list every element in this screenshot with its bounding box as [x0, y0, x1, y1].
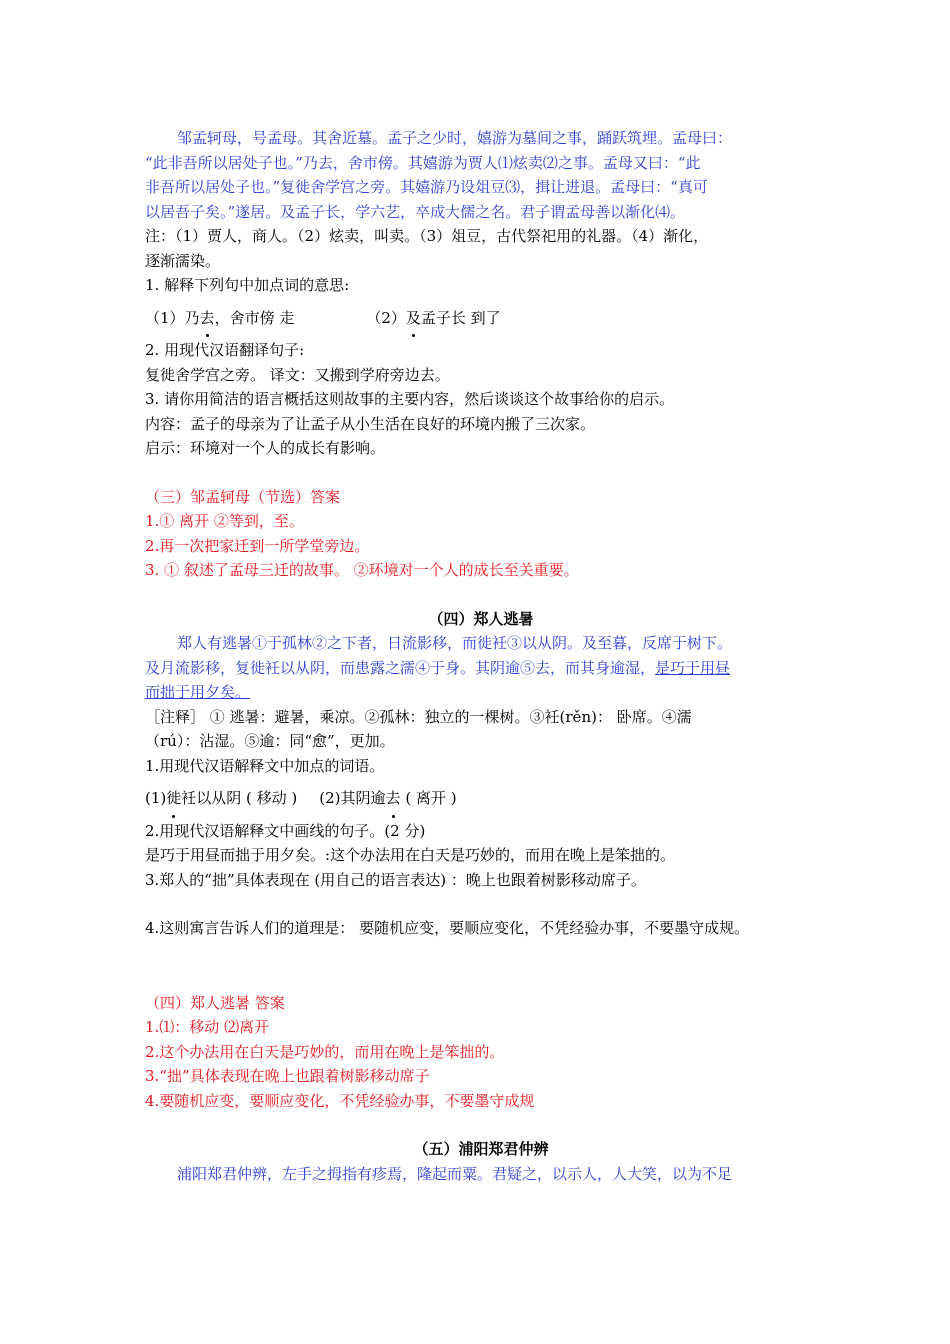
question-2-title: 2. 用现代汉语翻译句子:: [145, 341, 305, 359]
question-item-text: （2）: [366, 308, 406, 327]
dotted-word: 及: [406, 306, 421, 331]
annotation-line: 逐渐濡染。: [145, 251, 221, 270]
question-1-items: [145, 306, 817, 331]
question-2-title: 2.用现代汉语解释文中画线的句子。(2 分): [145, 821, 426, 840]
answer-title: （四）郑人逃暑 答案: [145, 993, 285, 1012]
passage-line: [145, 656, 817, 681]
question-item-text: ( 离开 ): [400, 789, 457, 807]
answer-line: 3. ① 叙述了孟母三迁的故事。 ②环境对一个人的成长至关重要。: [145, 561, 579, 579]
question-item-text: (1): [145, 789, 167, 807]
passage-line: 邹孟轲母，号孟母。其舍近墓。孟子之少时，嬉游为墓间之事，踊跃筑埋。孟母曰：: [177, 129, 733, 147]
passage-zou-meng-ke-mu: [145, 126, 817, 224]
question-1-title: 1. 解释下列句中加点词的意思:: [145, 276, 350, 294]
section-title: （五）浦阳郑君仲辨: [413, 1140, 549, 1158]
passage-line: 郑人有逃暑①于孤林②之下者，日流影移，而徙衽③以从阴。及至暮，反席于树下。: [177, 634, 733, 652]
annotation-line: （rú）：沾湿。⑤逾：同“愈”，更加。: [145, 732, 395, 750]
question-item-text: 衽以从阴 ( 移动 ): [181, 789, 298, 807]
underlined-sentence: 而拙于用夕矣。: [145, 683, 251, 701]
question-item-text: 孟子长 到了: [420, 308, 501, 327]
underlined-sentence: 是巧于用昼: [655, 658, 731, 677]
question-item-text: （1）乃: [145, 308, 200, 327]
passage-line: “此非吾所以居处子也。”乃去，舍市傍。其嬉游为贾人⑴炫卖⑵之事。孟母又曰：“此: [145, 153, 701, 172]
document-content: [145, 126, 817, 1186]
answer-line: 1.⑴：移动 ⑵离开: [145, 1018, 270, 1036]
question-4: 4.这则寓言告诉人们的道理是： 要随机应变，要顺应变化，不凭经验办事，不要墨守成规。: [145, 919, 750, 937]
answer-block-4: [145, 991, 817, 1114]
annotation-line: ［注释］ ① 逃暑：避暑，乘凉。②孤林：独立的一棵树。③衽(rěn)： 卧席。④濡: [145, 707, 692, 726]
answer-line: 1.① 离开 ②等到，至。: [145, 512, 304, 530]
passage-line: 浦阳郑君仲辨，左手之拇指有疹焉，隆起而粟。君疑之，以示人，人大笑，以为不足: [177, 1164, 733, 1183]
answer-line: 4.要随机应变，要顺应变化，不凭经验办事，不要墨守成规: [145, 1091, 535, 1110]
answer-title: （三）邹孟轲母（节选）答案: [145, 487, 341, 506]
section-title: （四）郑人逃暑: [428, 609, 534, 628]
question-3: 3.郑人的“拙”具体表现在 (用自己的语言表达) ：晚上也跟着树影移动席子。: [145, 870, 646, 889]
annotation-line: 注：（1）贾人，商人。（2）炫卖，叫卖。（3）俎豆，古代祭祀用的礼器。（4）渐化，: [145, 227, 709, 245]
question-1-items: [145, 786, 817, 811]
answer-block-3: [145, 485, 817, 583]
passage-line: [145, 680, 817, 705]
answer-line: 2.这个办法用在白天是巧妙的，而用在晚上是笨拙的。: [145, 1042, 505, 1061]
dotted-word: 去: [386, 786, 401, 811]
dotted-word: 徙: [166, 786, 181, 811]
question-3-title: 3. 请你用简洁的语言概括这则故事的主要内容，然后谈谈这个故事给你的启示。: [145, 390, 675, 408]
answer-line: 3.“拙”具体表现在晚上也跟着树影移动席子: [145, 1067, 430, 1085]
question-3-insight: 启示：环境对一个人的成长有影响。: [145, 439, 386, 457]
answer-line: 2.再一次把家迁到一所学堂旁边。: [145, 536, 370, 555]
dotted-word: 去: [200, 306, 215, 331]
passage-line: 以居吾子矣。”遂居。及孟子长，学六艺，卒成大儒之名。君子谓孟母善以渐化⑷。: [145, 202, 686, 221]
passage-text: 及月流影移，复徙衽以从阴，而患露之濡④于身。其阴逾⑤去，而其身逾湿，: [145, 658, 656, 677]
question-item-text: (2)其阴逾: [319, 789, 386, 807]
question-2-answer: 是巧于用昼而拙于用夕矣。:这个办法用在白天是巧妙的，而用在晚上是笨拙的。: [145, 846, 676, 864]
question-1-title: 1.用现代汉语解释文中加点的词语。: [145, 756, 385, 775]
passage-zheng-ren-tao-shu: [145, 631, 817, 705]
question-2-answer: 复徙舍学宫之旁。 译文：又搬到学府旁边去。: [145, 365, 450, 384]
question-3-content: 内容：孟子的母亲为了让孟子从小生活在良好的环境内搬了三次家。: [145, 414, 596, 433]
question-item-text: ，舍市傍 走: [214, 308, 295, 327]
passage-line: 非吾所以居处子也。”复徙舍学宫之旁。其嬉游乃设俎豆⑶，揖让进退。孟母曰：“真可: [145, 178, 708, 196]
